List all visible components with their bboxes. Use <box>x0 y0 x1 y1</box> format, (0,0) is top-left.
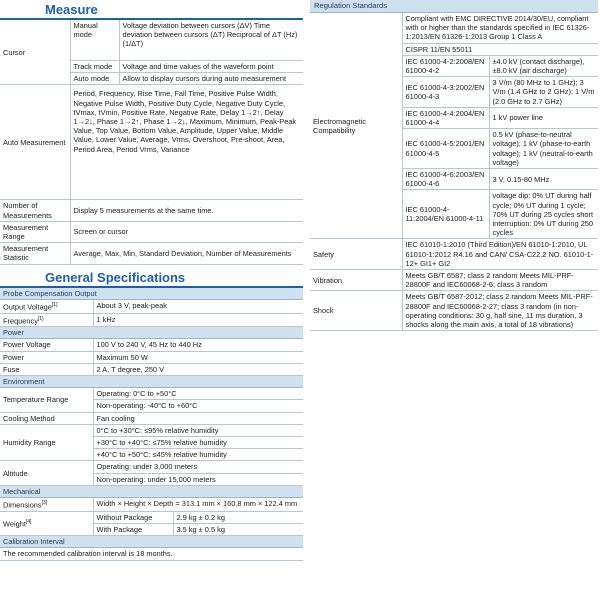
emc-value: 3 V/m (80 MHz to 1 GHz); 3 V/m (1.4 GHz to 2 GHz); 1 V/m (2.0 GHz to 2.7 GHz) <box>489 77 598 108</box>
auto-measurement-label: Auto Measurement <box>0 85 70 200</box>
row-value: +40°C to +50°C: ≤45% relative humidity <box>93 449 303 461</box>
measure-table <box>0 20 303 265</box>
emc-standard: IEC 61000-4-4:2004/EN 61000-4-4 <box>402 107 489 128</box>
row-value: 0°C to +30°C: ≤95% relative humidity <box>93 424 303 436</box>
emc-value: 0.5 kV (phase-to-neutral voltage); 1 kV (phase-to-earth voltage); 1 kV (neutral-to-earth voltage) <box>489 129 598 169</box>
row-label: Cooling Method <box>0 412 93 424</box>
row-label: Temperature Range <box>0 388 93 412</box>
table-row <box>0 313 303 327</box>
table-row <box>0 299 303 313</box>
row-value: +30°C to +40°C: ≤75% relative humidity <box>93 437 303 449</box>
row-value: Non-operating: -40°C to +60°C <box>93 400 303 412</box>
table-row <box>0 351 303 363</box>
general-table <box>0 288 303 561</box>
emc-standard: IEC 61000-4-11:2004/EN 61000-4-11 <box>402 190 489 239</box>
row-label <box>0 313 93 327</box>
package-label: Without Package <box>93 511 173 523</box>
row-value: Fan cooling <box>93 412 303 424</box>
vibration-label: Vibration <box>310 270 402 291</box>
table-row <box>0 221 303 242</box>
emc-compliance: Compliant with EMC DIRECTIVE 2014/30/EU, compliant with or higher than the standards specified in IEC 61326-1:2013/EN 61326-1:2013 Group 1 Class A <box>402 13 598 43</box>
label-text: Frequency <box>3 315 38 325</box>
row-value: 2.9 kg ± 0.2 kg <box>173 511 303 523</box>
label-text: Dimensions <box>3 500 42 510</box>
regulation-header: Regulation Standards <box>310 0 598 13</box>
row-label: Altitude <box>0 461 93 485</box>
row-value: The recommended calibration interval is 18 months. <box>0 548 303 560</box>
footnote: [3] <box>41 500 48 507</box>
row-value: Operating: 0°C to +50°C <box>93 388 303 400</box>
section-band <box>0 288 303 300</box>
row-label <box>0 299 93 313</box>
cursor-label: Cursor <box>0 20 70 85</box>
table-row <box>0 339 303 351</box>
cursor-mode: Auto mode <box>70 73 119 85</box>
row-value: About 3 V, peak-peak <box>93 299 303 313</box>
table-row <box>0 424 303 436</box>
cursor-mode-desc: Voltage and time values of the waveform point <box>119 61 303 73</box>
shock-label: Shock <box>310 291 402 331</box>
table-row <box>310 239 598 270</box>
row-value: Operating: under 3,000 meters <box>93 461 303 473</box>
label-text: Output Voltage <box>3 302 52 312</box>
table-row <box>0 548 303 560</box>
band-label: Probe Compensation Output <box>0 288 303 300</box>
emc-value: 3 V, 0.15-80 MHz <box>489 169 598 190</box>
table-row <box>0 498 303 512</box>
auto-measurement-value: Period, Frequency, Rise Time, Fall Time, Positive Pulse Width, Negative Pulse Width, Positive Duty Cycle, Negative Duty Cycle, tVmax, tVmin, Positive Rate, Negative Rate, Delay 1→2↑, Delay 1→2↓, Phase 1→2↑, Phase 1→2↓, Maximum, Minimum, Peak-Peak Value, Top Value, Bottom Value, Amplitude, Upper Value, Middle Value, Lower Value, Average, Vrms, Overshoot, Pre-shoot, Area, Period Area, Period Vrms, Variance <box>70 85 303 200</box>
section-band <box>0 536 303 548</box>
cursor-mode: Track mode <box>70 61 119 73</box>
row-label: Power <box>0 351 93 363</box>
row-label: Number of Measurements <box>0 200 70 221</box>
table-row <box>0 243 303 264</box>
row-label: Fuse <box>0 363 93 375</box>
emc-standard: IEC 61000-4-5:2001/EN 61000-4-5 <box>402 129 489 169</box>
row-label: Measurement Range <box>0 221 70 242</box>
section-band <box>0 375 303 387</box>
regulation-table <box>310 13 598 331</box>
general-heading: General Specifications <box>0 268 303 288</box>
table-row <box>0 511 303 523</box>
table-row <box>0 363 303 375</box>
row-value: Non-operating: under 15,000 meters <box>93 473 303 485</box>
table-row <box>0 85 303 200</box>
section-band <box>0 327 303 339</box>
band-label: Power <box>0 327 303 339</box>
measure-heading: Measure <box>0 0 303 20</box>
footnote: [1] <box>37 315 44 322</box>
emc-label: Electromagnetic Compatibility <box>310 13 402 239</box>
shock-value: Meets GB/T 6587-2012; class 2 random Meets MIL-PRF-28800F and IEC60068-2-27; class 3 random (in non-operating conditions: 30 g, half sine, 11 ms duration, 3 shocks along the main axis, a total of 18 vibrations) <box>402 291 598 331</box>
row-label: Measurement Statistic <box>0 243 70 264</box>
table-row <box>0 200 303 221</box>
section-band <box>0 485 303 497</box>
row-label: Humidity Range <box>0 424 93 461</box>
emc-standard: IEC 61000-4-3:2002/EN 61000-4-3 <box>402 77 489 108</box>
emc-standard: IEC 61000-4-6:2003/EN 61000-4-6 <box>402 169 489 190</box>
row-value: 1 kHz <box>93 313 303 327</box>
row-value: Screen or cursor <box>70 221 303 242</box>
footnote: [4] <box>25 519 32 526</box>
band-label: Mechanical <box>0 485 303 497</box>
row-value: Width × Height × Depth = 313.1 mm × 160.8 mm × 122.4 mm <box>93 498 303 512</box>
emc-value: voltage dip: 0% UT during half cycle; 0% UT during 1 cycle; 70% UT during 25 cycles short interruption: 0% UT during 250 cycles <box>489 190 598 239</box>
row-value: Display 5 measurements at the same time. <box>70 200 303 221</box>
row-label: Power Voltage <box>0 339 93 351</box>
emc-standard: IEC 61000-4-2:2008/EN 61000-4-2 <box>402 55 489 76</box>
row-label <box>0 498 93 512</box>
left-column <box>0 0 303 561</box>
cursor-mode-desc: Voltage deviation between cursors (ΔV) Time deviation between cursors (ΔT) Reciprocal of ΔT (Hz) (1/ΔT) <box>119 20 303 61</box>
cursor-mode-desc: Allow to display cursors during auto measurement <box>119 73 303 85</box>
safety-label: Safety <box>310 239 402 270</box>
safety-value: IEC 61010-1:2010 (Third Edition)/EN 61010-1:2010, UL 61010-1:2012 R4.16 and CAN/ CSA-C22.2 NO. 61010-1-12+ GI1+ GI2 <box>402 239 598 270</box>
package-label: With Package <box>93 523 173 535</box>
table-row <box>310 291 598 331</box>
footnote: [1] <box>51 301 58 308</box>
table-row <box>0 20 303 61</box>
table-row <box>310 270 598 291</box>
band-label: Environment <box>0 375 303 387</box>
row-value: Average, Max, Min, Standard Deviation, Number of Measurements <box>70 243 303 264</box>
right-column <box>310 0 598 331</box>
cursor-mode: Manual mode <box>70 20 119 61</box>
table-row <box>0 412 303 424</box>
table-row <box>0 461 303 473</box>
row-label <box>0 511 93 535</box>
cispr-standard: CISPR 11/EN 55011 <box>402 43 598 55</box>
row-value: 3.5 kg ± 0.5 kg <box>173 523 303 535</box>
row-value: Maximum 50 W <box>93 351 303 363</box>
emc-value: 1 kV power line <box>489 107 598 128</box>
table-row <box>0 388 303 400</box>
band-label: Calibration Interval <box>0 536 303 548</box>
table-row <box>310 13 598 43</box>
emc-value: ±4.0 kV (contact discharge), ±8.0 kV (air discharge) <box>489 55 598 76</box>
row-value: 100 V to 240 V, 45 Hz to 440 Hz <box>93 339 303 351</box>
vibration-value: Meets GB/T 6587; class 2 random Meets MIL-PRF-28800F and IEC60068-2-6; class 3 random <box>402 270 598 291</box>
label-text: Weight <box>3 519 26 529</box>
row-value: 2 A, T degree, 250 V <box>93 363 303 375</box>
